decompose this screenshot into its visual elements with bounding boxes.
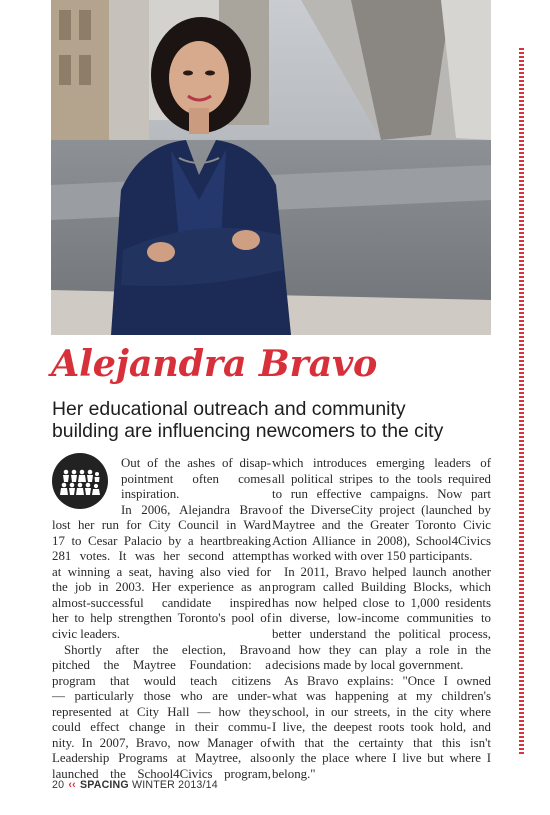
body-line: what was happening at my children's [272,689,491,704]
body-line: in diverse, low-income communities to [272,611,491,626]
body-line: has worked with over 150 participants. [272,549,473,564]
body-line: has now helped close to 1,000 residents [272,595,491,610]
portrait-photo [51,0,491,335]
body-line: decisions made by local government. [272,658,464,673]
body-line: only the place where I live but where I [272,751,491,766]
deck-line: Her educational outreach and community [52,398,406,420]
body-line: and how they can play a role in the [272,642,491,657]
issue-label: WINTER 2013/14 [132,779,218,791]
body-line: her to help strengthen Toronto's pool of [52,611,271,626]
body-line: Maytree and the Greater Toronto Civic [272,518,491,533]
body-line: I live, the deepest roots took hold, and [272,720,491,735]
body-line: the job in 2003. Her experience as an [52,580,271,595]
page-number: 20 [52,779,65,791]
body-line: all political stripes to the tools required [272,471,491,486]
body-line: almost-successful candidate inspired [52,595,271,610]
body-line: school, in our streets, in the city where [272,704,491,719]
body-line: with that the certainty that this isn't [272,735,491,750]
double-chevron-icon: ‹‹ [68,779,76,791]
article-deck [52,398,492,442]
body-line: program that would teach citizens [52,673,271,688]
body-line: represented at City Hall — how they [52,704,271,719]
body-line: pitched the Maytree Foundation: a [52,658,271,673]
right-column [272,456,491,782]
deck-line: building are influencing newcomers to the city [52,420,444,442]
body-line: civic leaders. [52,627,120,642]
body-line: which introduces emerging leaders of [272,456,491,470]
body-line: nity. In 2007, Bravo, now Manager of [52,735,271,750]
portrait-illustration [51,0,491,335]
body-line: program called Building Blocks, which [272,580,491,595]
body-line: Action Alliance in 2008), School4Civics [272,533,491,548]
body-line: better understand the political process, [272,627,491,642]
body-line: pointment often comes [121,471,271,486]
page-footer [52,779,218,791]
body-line: of the DiverseCity project (launched by [272,502,491,517]
body-line: Out of the ashes of disap- [121,456,271,470]
body-line: lost her run for City Council in Ward [52,518,271,533]
left-column [52,456,271,782]
decorative-red-dotted-line [519,48,524,756]
body-line: Shortly after the election, Bravo [64,642,271,657]
body-line: — particularly those who are under- [52,689,271,704]
body-line: could effect change in their commu- [52,720,271,735]
body-line: In 2011, Bravo helped launch another [284,564,491,579]
body-line: Leadership Programs at Maytree, also [52,751,271,766]
body-line: inspiration. [121,487,180,502]
body-line: 281 votes. It was her second attempt [52,549,271,564]
body-line: belong." [272,766,316,781]
body-line: to run effective campaigns. Now part [272,487,491,502]
magazine-name: SPACING [79,779,129,791]
body-line: launched the School4Civics program, [52,766,271,781]
body-line: at winning a seat, having also vied for [52,564,271,579]
body-line: As Bravo explains: "Once I owned [284,673,491,688]
body-line: In 2006, Alejandra Bravo [121,502,271,517]
body-line: 17 to Cesar Palacio by a heartbreaking [52,533,271,548]
article-title: Alejandra Bravo [51,342,378,385]
